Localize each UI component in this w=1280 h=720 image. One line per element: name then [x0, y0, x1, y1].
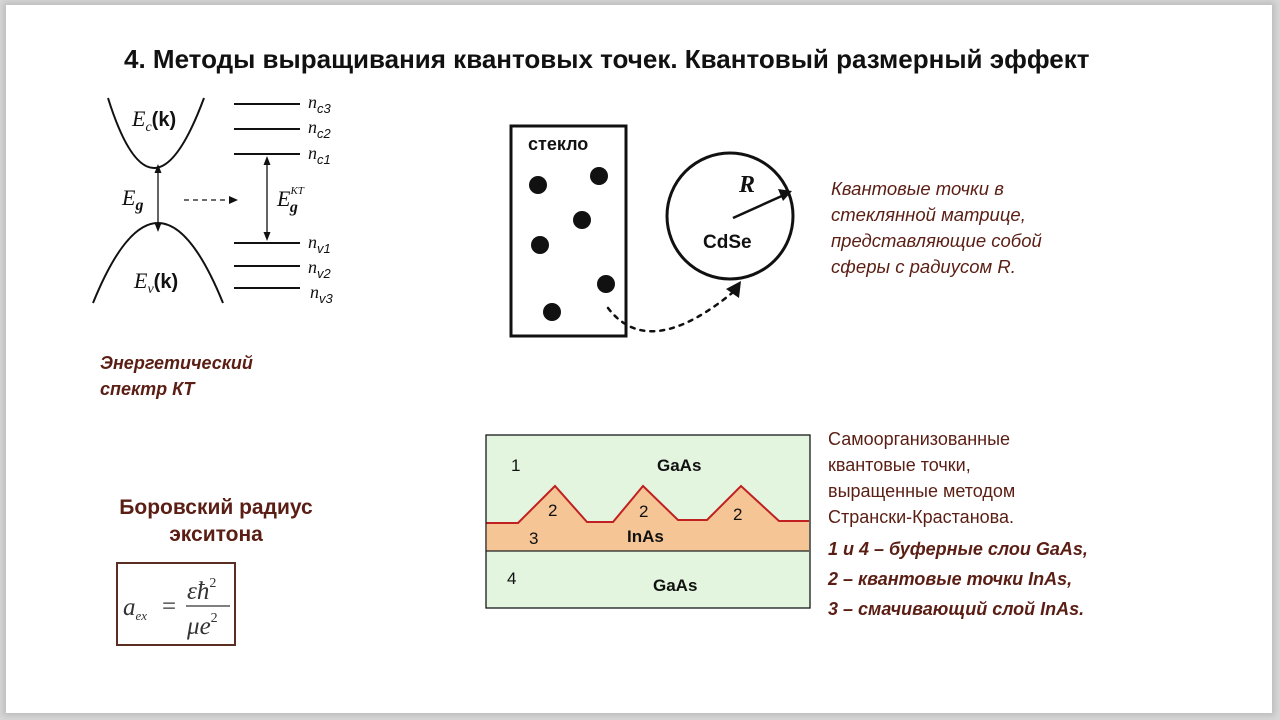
level-label-c2: $n_{c2}$	[308, 117, 331, 141]
level-label-v3: $n_{v3}$	[310, 282, 333, 306]
wetting-number: 3	[529, 529, 539, 548]
egkt-label: $E^{KT}$ g	[277, 185, 304, 216]
sk-legend	[828, 534, 1088, 624]
energy-spectrum-diagram	[80, 88, 380, 328]
level-label-v1: $n_{v1}$	[308, 232, 331, 256]
wetting-material: InAs	[627, 527, 664, 546]
glass-matrix-caption: Квантовые точки в стеклянной матрице, представляющие собой сферы с радиусом R.	[831, 178, 1042, 277]
quantum-dot	[590, 167, 608, 185]
dot-label: 2	[733, 505, 743, 524]
bohr-radius-title: Боровский радиус экситона	[119, 496, 313, 546]
layer4-number: 4	[507, 569, 517, 588]
legend-item: 2 – квантовые точки InAs,	[828, 569, 1073, 589]
quantum-dot	[597, 275, 615, 293]
level-label-c3: $n_{c3}$	[308, 92, 331, 116]
bohr-formula	[116, 562, 236, 646]
eg-label: $E_g$	[122, 185, 144, 214]
glass-matrix-diagram	[500, 118, 820, 358]
quantum-dot	[543, 303, 561, 321]
formula-lhs: $a_{ex}$	[123, 594, 148, 623]
glass-label: стекло	[528, 134, 589, 154]
glass-rectangle	[511, 126, 626, 336]
quantum-dot	[531, 236, 549, 254]
energy-spectrum-caption: Энергетический спектр КТ	[100, 353, 253, 399]
formula-denominator: $\mu e^2$	[187, 611, 218, 640]
dot-label: 2	[548, 501, 558, 520]
level-label-c1: $n_{c1}$	[308, 143, 331, 167]
layer4-material: GaAs	[653, 576, 698, 595]
legend-item: 3 – смачивающий слой InAs.	[828, 599, 1085, 619]
formula-numerator: $\varepsilon ħ^2$	[187, 576, 217, 605]
quantum-dot	[529, 176, 547, 194]
radius-label: R	[739, 172, 756, 198]
layer1-material: GaAs	[657, 456, 702, 475]
dot-label: 2	[639, 502, 649, 521]
stranski-krastanov-diagram	[485, 434, 815, 614]
ev-label: $E_v(k)$	[134, 268, 179, 297]
level-label-v2: $n_{v2}$	[308, 257, 331, 281]
quantum-dot	[573, 211, 591, 229]
cdse-sphere	[667, 153, 793, 279]
page-title: 4. Методы выращивания квантовых точек. Квантовый размерный эффект	[124, 44, 1090, 74]
sk-caption: Самоорганизованные квантовые точки, выращенные методом Странски-Крастанова.	[828, 429, 1016, 527]
legend-item: 1 и 4 – буферные слои GaAs,	[828, 539, 1088, 559]
formula-equals: =	[162, 593, 177, 620]
sphere-label: CdSe	[703, 232, 752, 253]
layer1-number: 1	[511, 456, 521, 475]
ec-label: $E_c(k)$	[132, 106, 177, 135]
